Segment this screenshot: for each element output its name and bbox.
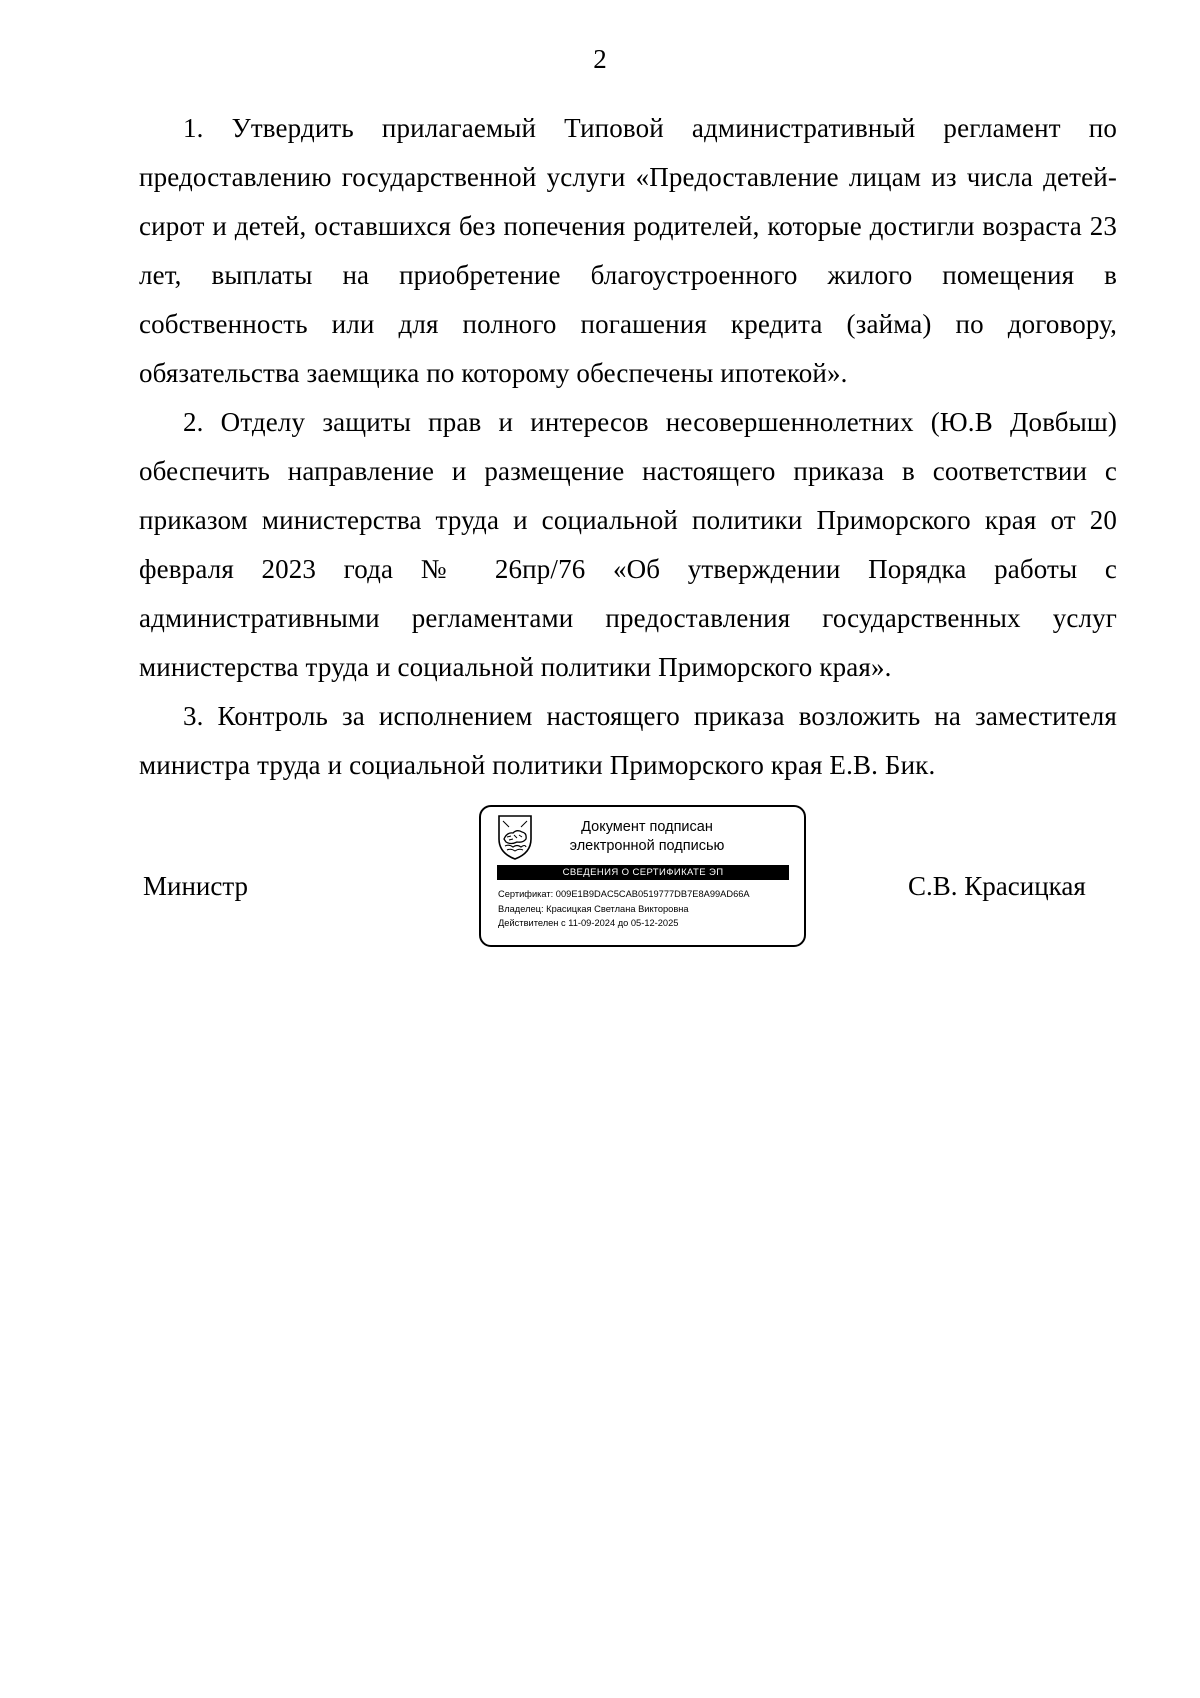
e-signature-stamp bbox=[479, 805, 806, 947]
paragraph-3: 3. Контроль за исполнением настоящего приказа возложить на заместителя министра труда и социальной политики Приморского края Е.В. Бик. bbox=[139, 701, 1117, 780]
certificate-details bbox=[498, 887, 798, 931]
coat-of-arms-icon bbox=[495, 813, 535, 861]
document-body bbox=[139, 104, 1117, 790]
paragraph-2: 2. Отделу защиты прав и интересов несовершеннолетних (Ю.В Довбыш) обеспечить направление и размещение настоящего приказа в соответствии с приказом министерства труда и социальной политики Приморского края от 20 февраля 2023 года № 26пр/76 «Об утверждении Порядка работы с административными регламентами предоставления государственных услуг министерства труда и социальной политики Приморского края». bbox=[139, 407, 1117, 682]
certificate-number: Сертификат: 009E1B9DAC5CAB0519777DB7E8A99AD66A bbox=[498, 889, 750, 899]
certificate-validity: Действителен с 11-09-2024 до 05-12-2025 bbox=[498, 918, 679, 928]
certificate-owner: Владелец: Красицкая Светлана Викторовна bbox=[498, 903, 689, 914]
stamp-title bbox=[547, 818, 747, 856]
page-number: 2 bbox=[593, 44, 607, 74]
signatory-name: С.В. Красицкая bbox=[908, 871, 1086, 901]
stamp-title-line-2: электронной подписью bbox=[569, 838, 725, 854]
signatory-position: Министр bbox=[143, 871, 248, 901]
certificate-info-bar: СВЕДЕНИЯ О СЕРТИФИКАТЕ ЭП bbox=[497, 865, 789, 880]
paragraph-1: 1. Утвердить прилагаемый Типовой административный регламент по предоставлению государственной услуги «Предоставление лицам из числа детей-сирот и детей, оставшихся без попечения родителей, которые достигли возраста 23 лет, выплаты на приобретение благоустроенного жилого помещения в собственность или для полного погашения кредита (займа) по договору, обязательства заемщика по которому обеспечены ипотекой». bbox=[139, 113, 1117, 388]
stamp-title-line-1: Документ подписан bbox=[581, 819, 713, 835]
